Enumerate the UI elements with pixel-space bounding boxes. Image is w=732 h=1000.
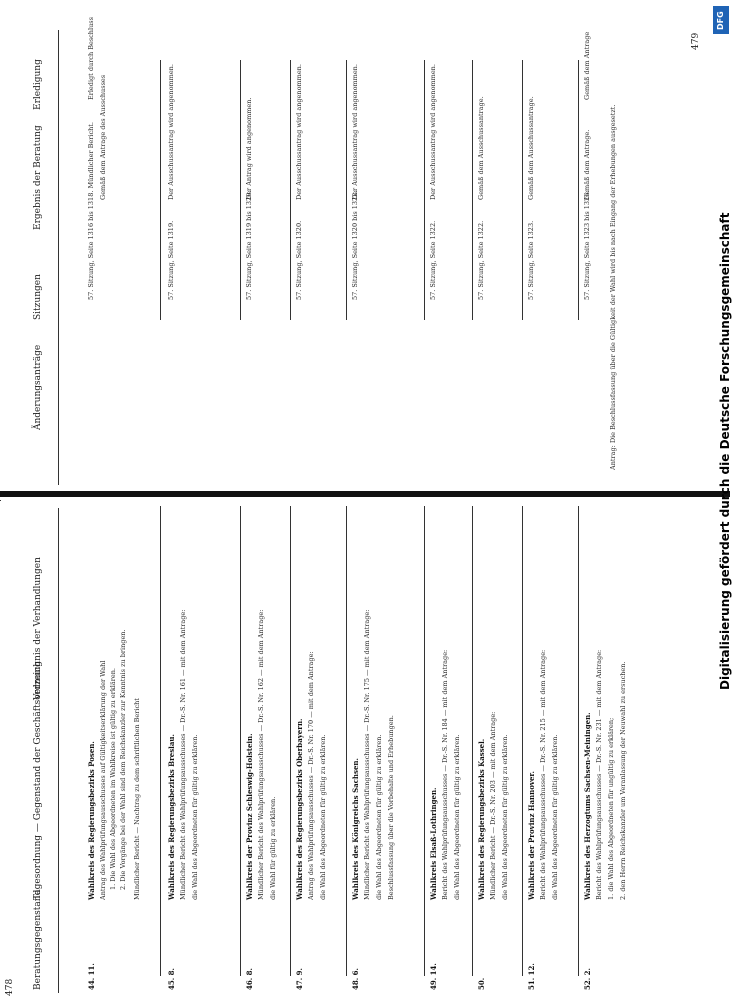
row-result: Der Ausschussantrag wird angenommen.	[167, 64, 175, 200]
row-rule	[346, 60, 347, 320]
entry-title: Wahlkreis des Regierungsbezirks Oberbayern.	[295, 718, 304, 900]
entry-line: Bericht des Wahlprüfungsausschusses — Dr.-S. Nr. 231 — mit dem Antrage:	[595, 649, 603, 900]
entry-line: 2. den Herrn Reichskanzler um Veranlassung der Neuwahl zu ersuchen.	[619, 661, 627, 900]
entry-line: Bericht des Wahlprüfungsausschusses — Dr.-S. Nr. 215 — mit dem Antrage:	[539, 649, 547, 900]
row-result: Gemäß dem Antrage.	[583, 129, 591, 200]
row-rule	[424, 60, 425, 320]
entry-rule	[290, 506, 291, 976]
row-result: Der Ausschussantrag wird angenommen.	[295, 64, 303, 200]
row-result: Gemäß dem Ausschussantrage.	[527, 96, 535, 200]
entry-number: 49. 14.	[429, 963, 438, 990]
row-sessions: 57. Sitzung, Seite 1320.	[295, 220, 303, 300]
entry-line: 1. die Wahl des Abgeordneten für ungültig zu erklären;	[607, 717, 615, 900]
entry-number: 52. 2.	[583, 968, 592, 990]
entry-line: Mündlicher Bericht — Dr.-S. Nr. 203 — mit dem Antrage:	[489, 711, 497, 900]
row-sessions: 57. Sitzung, Seite 1322.	[429, 220, 437, 300]
header-closing: Erledigung	[33, 59, 43, 110]
entry-line: Mündlicher Bericht — Nachtrag zu dem schriftlichen Bericht	[133, 698, 141, 900]
entry-title: Wahlkreis des Regierungsbezirks Posen.	[87, 741, 96, 900]
row-rule	[578, 60, 579, 320]
entry-number: 50.	[477, 977, 486, 990]
entry-line: die Wahl des Abgeordneten für gültig zu erklären.	[551, 734, 559, 900]
header-listing: Verzeichnis der Verhandlungen	[33, 557, 43, 700]
entry-line: die Wahl des Abgeordneten für gültig zu erklären.	[453, 734, 461, 900]
entry-line: Antrag des Wahlprüfungsausschusses auf Gültigkeitserklärung der Wahl	[99, 660, 107, 900]
row-closing: Gemäß dem Antrage	[583, 31, 591, 100]
row-rule	[522, 60, 523, 320]
entry-line: Mündlicher Bericht des Wahlprüfungsausschusses — Dr.-S. Nr. 175 — mit dem Antrage:	[363, 609, 371, 900]
entry-line: Mündlicher Bericht des Wahlprüfungsausschusses — Dr.-S. Nr. 161 — mit dem Antrage:	[179, 609, 187, 900]
header-divider-right	[58, 30, 59, 485]
entry-number: 47. 9.	[295, 968, 304, 990]
row-sessions: 57. Sitzung, Seite 1320 bis 1322.	[351, 190, 359, 300]
entry-number: 46. 8.	[245, 968, 254, 990]
entry-line: 1. Die Wahl des Abgeordneten im Wahlkreise ist gültig zu erklären.	[109, 668, 117, 890]
entry-line: Antrag des Wahlprüfungsausschusses — Dr.-S. Nr. 170 — mit dem Antrage:	[307, 651, 315, 900]
entry-line: Beschlussfassung über die Vorbehalte und Erhebungen.	[387, 715, 395, 900]
entry-rule	[346, 506, 347, 976]
page-number-right: 479	[691, 32, 701, 50]
row-sessions: 57. Sitzung, Seite 1319.	[167, 220, 175, 300]
entry-rule	[578, 506, 579, 976]
entry-title: Wahlkreis des Herzogtums Sachsen-Meiningen.	[583, 712, 592, 900]
header-subject: Beratungsgegenstand	[33, 889, 43, 990]
entry-line: die Wahl des Abgeordneten für gültig zu erklären.	[319, 734, 327, 900]
row-sessions: 57. Sitzung, Seite 1323 bis 1326.	[583, 190, 591, 300]
entry-line: die Wahl des Abgeordneten für gültig zu erklären.	[191, 734, 199, 900]
row-result: Der Ausschussantrag wird angenommen.	[429, 64, 437, 200]
row-result: Gemäß dem Antrage des Ausschusses	[99, 74, 107, 200]
page-number-left: 478	[5, 978, 15, 996]
entry-line: 2. Die Vorgänge bei der Wahl sind dem Reichskanzler zur Kenntnis zu bringen.	[119, 629, 127, 890]
row-sessions: 57. Sitzung, Seite 1319 bis 1320.	[245, 190, 253, 300]
row-rule	[160, 60, 161, 320]
dfg-logo-badge: DFG	[713, 6, 729, 34]
entry-rule	[472, 506, 473, 976]
row-sessions: 57. Sitzung, Seite 1316 bis 1318. Mündlicher Bericht.	[87, 122, 95, 300]
header-divider-left	[58, 508, 59, 993]
entry-number: 45. 8.	[167, 968, 176, 990]
entry-rule	[522, 506, 523, 976]
row-result: Gemäß dem Ausschussantrage.	[477, 96, 485, 200]
row-sessions: 57. Sitzung, Seite 1322.	[477, 220, 485, 300]
entry-title: Wahlkreis Elsaß-Lothringen.	[429, 787, 438, 900]
entry-title: Wahlkreis der Provinz Hannover.	[527, 771, 536, 900]
entry-number: 48. 6.	[351, 968, 360, 990]
row-result: Der Ausschussantrag wird angenommen.	[351, 64, 359, 200]
entry-title: Wahlkreis des Regierungsbezirks Breslau.	[167, 734, 176, 900]
entry-rule	[160, 506, 161, 976]
entry-line: die Wahl des Abgeordneten für gültig zu erklären.	[375, 734, 383, 900]
page-separator	[0, 491, 730, 497]
dfg-footer-text: Digitalisierung gefördert durch die Deutsche Forschungsgemeinschaft	[718, 212, 732, 690]
entry-line: Bericht des Wahlprüfungsausschusses — Dr.-S. Nr. 184 — mit dem Antrage:	[441, 649, 449, 900]
entry-number: 51. 12.	[527, 963, 536, 990]
entry-title: Wahlkreis des Regierungsbezirks Kassel.	[477, 738, 486, 900]
row-result: Der Antrag wird angenommen.	[245, 97, 253, 200]
header-agenda: Tagesordnung — Gegenstand der Geschäftsordnung	[33, 661, 43, 900]
entry-number: 44. 11.	[87, 963, 96, 990]
amendment-note: Antrag: Die Beschlussfassung über die Gültigkeit der Wahl wird bis nach Eingang der Erhebungen ausgesetzt.	[609, 104, 617, 470]
row-sessions: 57. Sitzung, Seite 1323.	[527, 220, 535, 300]
entry-line: die Wahl des Abgeordneten für gültig zu erklären.	[501, 734, 509, 900]
header-result: Ergebnis der Beratung	[33, 125, 43, 230]
row-rule	[472, 60, 473, 320]
entry-title: Wahlkreis des Königreichs Sachsen.	[351, 758, 360, 900]
row-closing: Erledigt durch Beschluss	[87, 17, 95, 100]
row-rule	[290, 60, 291, 320]
entry-rule	[240, 506, 241, 976]
header-amendment: Änderungsanträge	[33, 344, 43, 430]
row-rule	[240, 60, 241, 320]
entry-line: die Wahl für gültig zu erklären.	[269, 796, 277, 900]
entry-title: Wahlkreis der Provinz Schleswig-Holstein.	[245, 733, 254, 900]
header-sessions: Sitzungen	[33, 274, 43, 320]
entry-rule	[424, 506, 425, 976]
entry-line: Mündlicher Bericht des Wahlprüfungsausschusses — Dr.-S. Nr. 162 — mit dem Antrage:	[257, 609, 265, 900]
header-rule-left	[0, 500, 1, 501]
